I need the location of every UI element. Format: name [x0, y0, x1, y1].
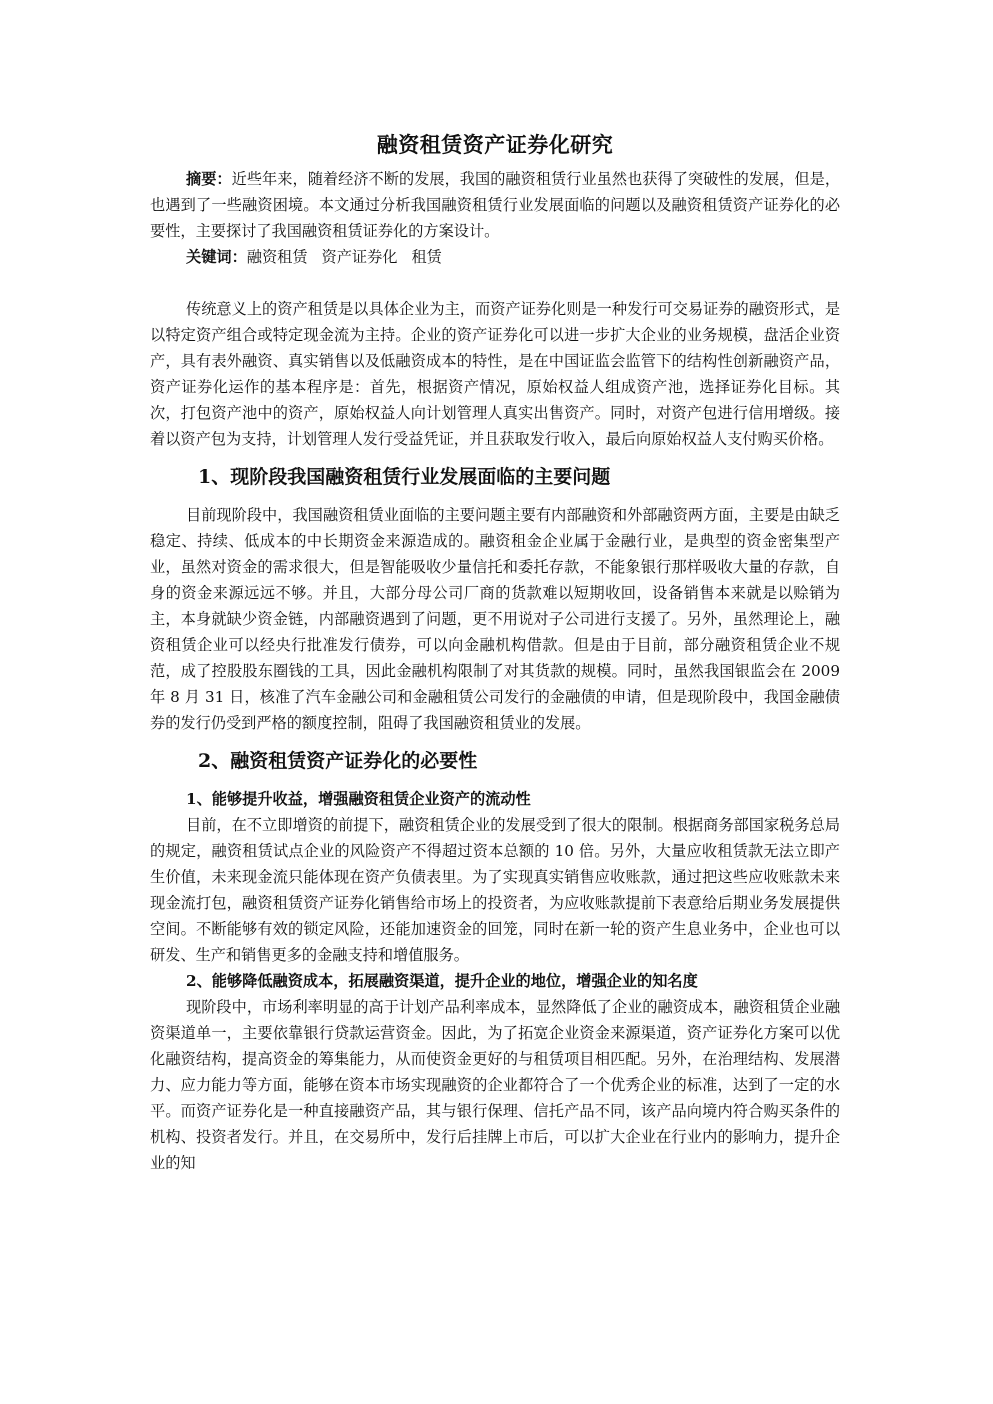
- keywords-line: [150, 244, 840, 270]
- subsection-2-paragraph: 现阶段中，市场利率明显的高于计划产品利率成本，显然降低了企业的融资成本，融资租赁企业融资渠道单一，主要依靠银行贷款运营资金。因此，为了拓宽企业资金来源渠道，资产证券化方案可以优化融资结构，提高资金的筹集能力，从而使资金更好的与租赁项目相匹配。另外，在治理结构、发展潜力、应力能力等方面，能够在资本市场实现融资的企业都符合了一个优秀企业的标准，达到了一定的水平。而资产证券化是一种直接融资产品，其与银行保理、信托产品不同，该产品向境内符合购买条件的机构、投资者发行。并且，在交易所中，发行后挂牌上市后，可以扩大企业在行业内的影响力，提升企业的知: [150, 998, 840, 1172]
- abstract-text: 近些年来，随着经济不断的发展，我国的融资租赁行业虽然也获得了突破性的发展，但是，也遇到了一些融资困境。本文通过分析我国融资租赁行业发展面临的问题以及融资租赁资产证券化的必要性，主要探讨了我国融资租赁证券化的方案设计。: [150, 170, 841, 240]
- intro-paragraph: 传统意义上的资产租赁是以具体企业为主，而资产证券化则是一种发行可交易证券的融资形式，是以特定资产组合或特定现金流为主持。企业的资产证券化可以进一步扩大企业的业务规模，盘活企业资产，具有表外融资、真实销售以及低融资成本的特性，是在中国证监会监管下的结构性创新融资产品，资产证券化运作的基本程序是：首先，根据资产情况，原始权益人组成资产池，选择证券化目标。其次，打包资产池中的资产，原始权益人向计划管理人真实出售资产。同时，对资产包进行信用增级。接着以资产包为支持，计划管理人发行受益凭证，并且获取发行收入，最后向原始权益人支付购买价格。: [150, 300, 840, 448]
- keyword: 资产证券化: [321, 248, 398, 266]
- abstract-paragraph: [150, 166, 840, 244]
- paper-title: 融资租赁资产证券化研究: [376, 132, 614, 157]
- abstract-label: 摘要：: [186, 170, 232, 188]
- section-2-heading: 2、融资租赁资产证券化的必要性: [198, 750, 478, 772]
- subsection-1-heading: 1、能够提升收益，增强融资租赁企业资产的流动性: [186, 790, 531, 808]
- keyword: 租赁: [411, 248, 442, 266]
- keyword: 融资租赁: [246, 248, 308, 266]
- spacer: [150, 270, 840, 296]
- section-1-paragraph: 目前现阶段中，我国融资租赁业面临的主要问题主要有内部融资和外部融资两方面，主要是由缺乏稳定、持续、低成本的中长期资金来源造成的。融资租金企业属于金融行业，是典型的资金密集型产业，虽然对资金的需求很大，但是智能吸收少量信托和委托存款，不能象银行那样吸收大量的存款，自身的资金来源远远不够。并且，大部分母公司厂商的货款难以短期收回，设备销售本来就是以赊销为主，本身就缺少资金链，内部融资遇到了问题，更不用说对子公司进行支援了。另外，虽然理论上，融资租赁企业可以经央行批准发行债券，可以向金融机构借款。但是由于目前，部分融资租赁企业不规范，成了控股股东圈钱的工具，因此金融机构限制了对其货款的规模。同时，虽然我国银监会在 2009 年 8 月 31 日，核准了汽车金融公司和金融租赁公司发行的金融债的申请，但是现阶段中，我国金融债券的发行仍受到严格的额度控制，阻碍了我国融资租赁业的发展。: [150, 506, 840, 732]
- section-1-heading: 1、现阶段我国融资租赁行业发展面临的主要问题: [198, 466, 611, 488]
- document-body: [150, 128, 840, 1176]
- keywords-label: 关键词：: [186, 248, 247, 266]
- subsection-2-heading: 2、能够降低融资成本，拓展融资渠道，提升企业的地位，增强企业的知名度: [186, 972, 698, 990]
- subsection-1-paragraph: 目前，在不立即增资的前提下，融资租赁企业的发展受到了很大的限制。根据商务部国家税务总局的规定，融资租赁试点企业的风险资产不得超过资本总额的 10 倍。另外，大量应收租赁款无法立即产生价值，未来现金流只能体现在资产负债表里。为了实现真实销售应收账款，通过把这些应收账款未来现金流打包，融资租赁资产证券化销售给市场上的投资者，为应收账款提前下表意给后期业务发展提供空间。不断能够有效的锁定风险，还能加速资金的回笼，同时在新一轮的资产生息业务中，企业也可以研发、生产和销售更多的金融支持和增值服务。: [150, 816, 840, 964]
